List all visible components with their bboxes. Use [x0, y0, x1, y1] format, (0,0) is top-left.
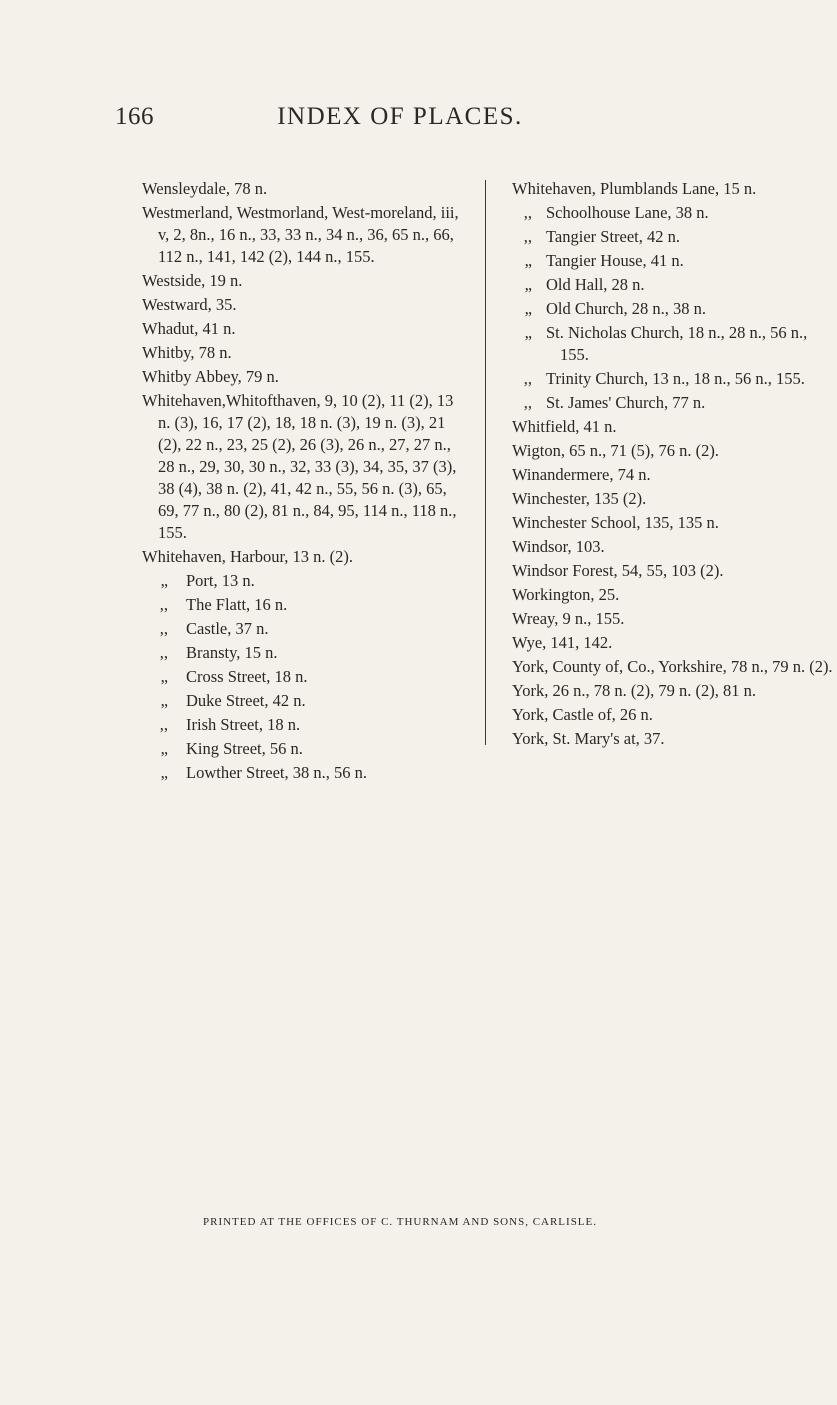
index-entry: Wreay, 9 n., 155.	[512, 609, 625, 628]
index-entry: Wye, 141, 142.	[512, 633, 613, 652]
index-entry: Westward, 35.	[142, 295, 237, 314]
ditto-mark: ,,	[159, 715, 168, 734]
index-entry: Winandermere, 74 n.	[512, 465, 651, 484]
index-subentry	[512, 368, 837, 390]
index-subentry	[142, 714, 467, 736]
index-entry: Whitehaven,Whitofthaven, 9, 10 (2), 11 (2), 13 n. (3), 16, 17 (2), 18, 18 n. (3), 19 n. (3), 21 (2), 22 n., 23, 25 (2), 26 (3), 26 n., 27, 27 n., 28 n., 29, 30, 30 n., 32, 33 (3), 34, 35, 37 (3), 38 (4), 38 n. (2), 41, 42 n., 55, 56 n. (3), 65, 69, 77 n., 80 (2), 81 n., 84, 95, 114 n., 118 n., 155.	[142, 391, 457, 542]
ditto-mark: ,,	[159, 619, 168, 638]
subentry-text: Trinity Church, 13 n., 18 n., 56 n., 155.	[546, 369, 805, 388]
subentry-text: Irish Street, 18 n.	[186, 715, 301, 734]
index-entry: Whitby, 78 n.	[142, 343, 232, 362]
index-subentry	[512, 392, 837, 414]
subentry-text: Tangier Street, 42 n.	[546, 227, 681, 246]
subentry-text: The Flatt, 16 n.	[186, 595, 288, 614]
ditto-mark: „	[524, 251, 532, 270]
subentry-text: Castle, 37 n.	[186, 619, 269, 638]
subentry-text: Bransty, 15 n.	[186, 643, 278, 662]
right-column	[512, 178, 837, 752]
index-subentry	[512, 298, 837, 320]
index-subentry	[512, 250, 837, 272]
index-entry: Whitfield, 41 n.	[512, 417, 617, 436]
index-subentry	[142, 642, 467, 664]
index-entry: York, 26 n., 78 n. (2), 79 n. (2), 81 n.	[512, 681, 756, 700]
index-entry: Windsor Forest, 54, 55, 103 (2).	[512, 561, 724, 580]
ditto-mark: ,,	[523, 203, 532, 222]
index-entry: York, County of, Co., Yorkshire, 78 n., 79 n. (2).	[512, 657, 833, 676]
ditto-mark: ,,	[523, 369, 532, 388]
ditto-mark: „	[524, 299, 532, 318]
ditto-mark: ,,	[523, 393, 532, 412]
ditto-mark: „	[524, 275, 532, 294]
subentry-text: Lowther Street, 38 n., 56 n.	[186, 763, 368, 782]
subentry-text: St. Nicholas Church, 18 n., 28 n., 56 n., 155.	[546, 323, 808, 364]
index-subentry	[142, 690, 467, 712]
index-entry: Westside, 19 n.	[142, 271, 243, 290]
subentry-text: Port, 13 n.	[186, 571, 255, 590]
index-entry: Whitehaven, Harbour, 13 n. (2).	[142, 547, 354, 566]
index-entry: Workington, 25.	[512, 585, 620, 604]
ditto-mark: „	[160, 763, 168, 782]
ditto-mark: „	[160, 667, 168, 686]
index-entry: Winchester School, 135, 135 n.	[512, 513, 719, 532]
subentry-text: St. James' Church, 77 n.	[546, 393, 706, 412]
index-subentry	[512, 202, 837, 224]
ditto-mark: „	[160, 571, 168, 590]
index-subentry	[142, 738, 467, 760]
index-subentry	[142, 570, 467, 592]
column-divider	[485, 180, 486, 745]
index-subentry	[142, 594, 467, 616]
index-entry: Whitehaven, Plumblands Lane, 15 n.	[512, 179, 757, 198]
page-title: INDEX OF PLACES.	[277, 103, 523, 130]
index-subentry	[512, 322, 837, 366]
index-entry: Whitby Abbey, 79 n.	[142, 367, 279, 386]
index-entry: York, St. Mary's at, 37.	[512, 729, 665, 748]
printer-imprint: PRINTED AT THE OFFICES OF C. THURNAM AND SONS, CARLISLE.	[203, 1216, 597, 1228]
subentry-text: Tangier House, 41 n.	[546, 251, 684, 270]
subentry-text: Old Hall, 28 n.	[546, 275, 645, 294]
ditto-mark: „	[524, 323, 532, 342]
index-entry: York, Castle of, 26 n.	[512, 705, 653, 724]
index-entry: Windsor, 103.	[512, 537, 605, 556]
index-subentry	[142, 618, 467, 640]
subentry-text: Old Church, 28 n., 38 n.	[546, 299, 706, 318]
ditto-mark: ,,	[159, 595, 168, 614]
subentry-text: King Street, 56 n.	[186, 739, 303, 758]
index-entry: Wensleydale, 78 n.	[142, 179, 268, 198]
index-entry: Winchester, 135 (2).	[512, 489, 647, 508]
subentry-text: Schoolhouse Lane, 38 n.	[546, 203, 709, 222]
index-subentry	[142, 762, 467, 784]
subentry-text: Duke Street, 42 n.	[186, 691, 306, 710]
ditto-mark: „	[160, 739, 168, 758]
ditto-mark: „	[160, 691, 168, 710]
index-subentry	[512, 226, 837, 248]
subentry-text: Cross Street, 18 n.	[186, 667, 308, 686]
page-number: 166	[115, 103, 154, 130]
index-subentry	[512, 274, 837, 296]
index-entry: Westmerland, Westmorland, West-moreland, iii, v, 2, 8n., 16 n., 33, 33 n., 34 n., 36, 65 n., 66, 112 n., 141, 142 (2), 144 n., 155.	[142, 203, 459, 266]
index-subentry	[142, 666, 467, 688]
index-entry: Wigton, 65 n., 71 (5), 76 n. (2).	[512, 441, 719, 460]
left-column	[142, 178, 467, 786]
ditto-mark: ,,	[159, 643, 168, 662]
index-entry: Whadut, 41 n.	[142, 319, 236, 338]
ditto-mark: ,,	[523, 227, 532, 246]
